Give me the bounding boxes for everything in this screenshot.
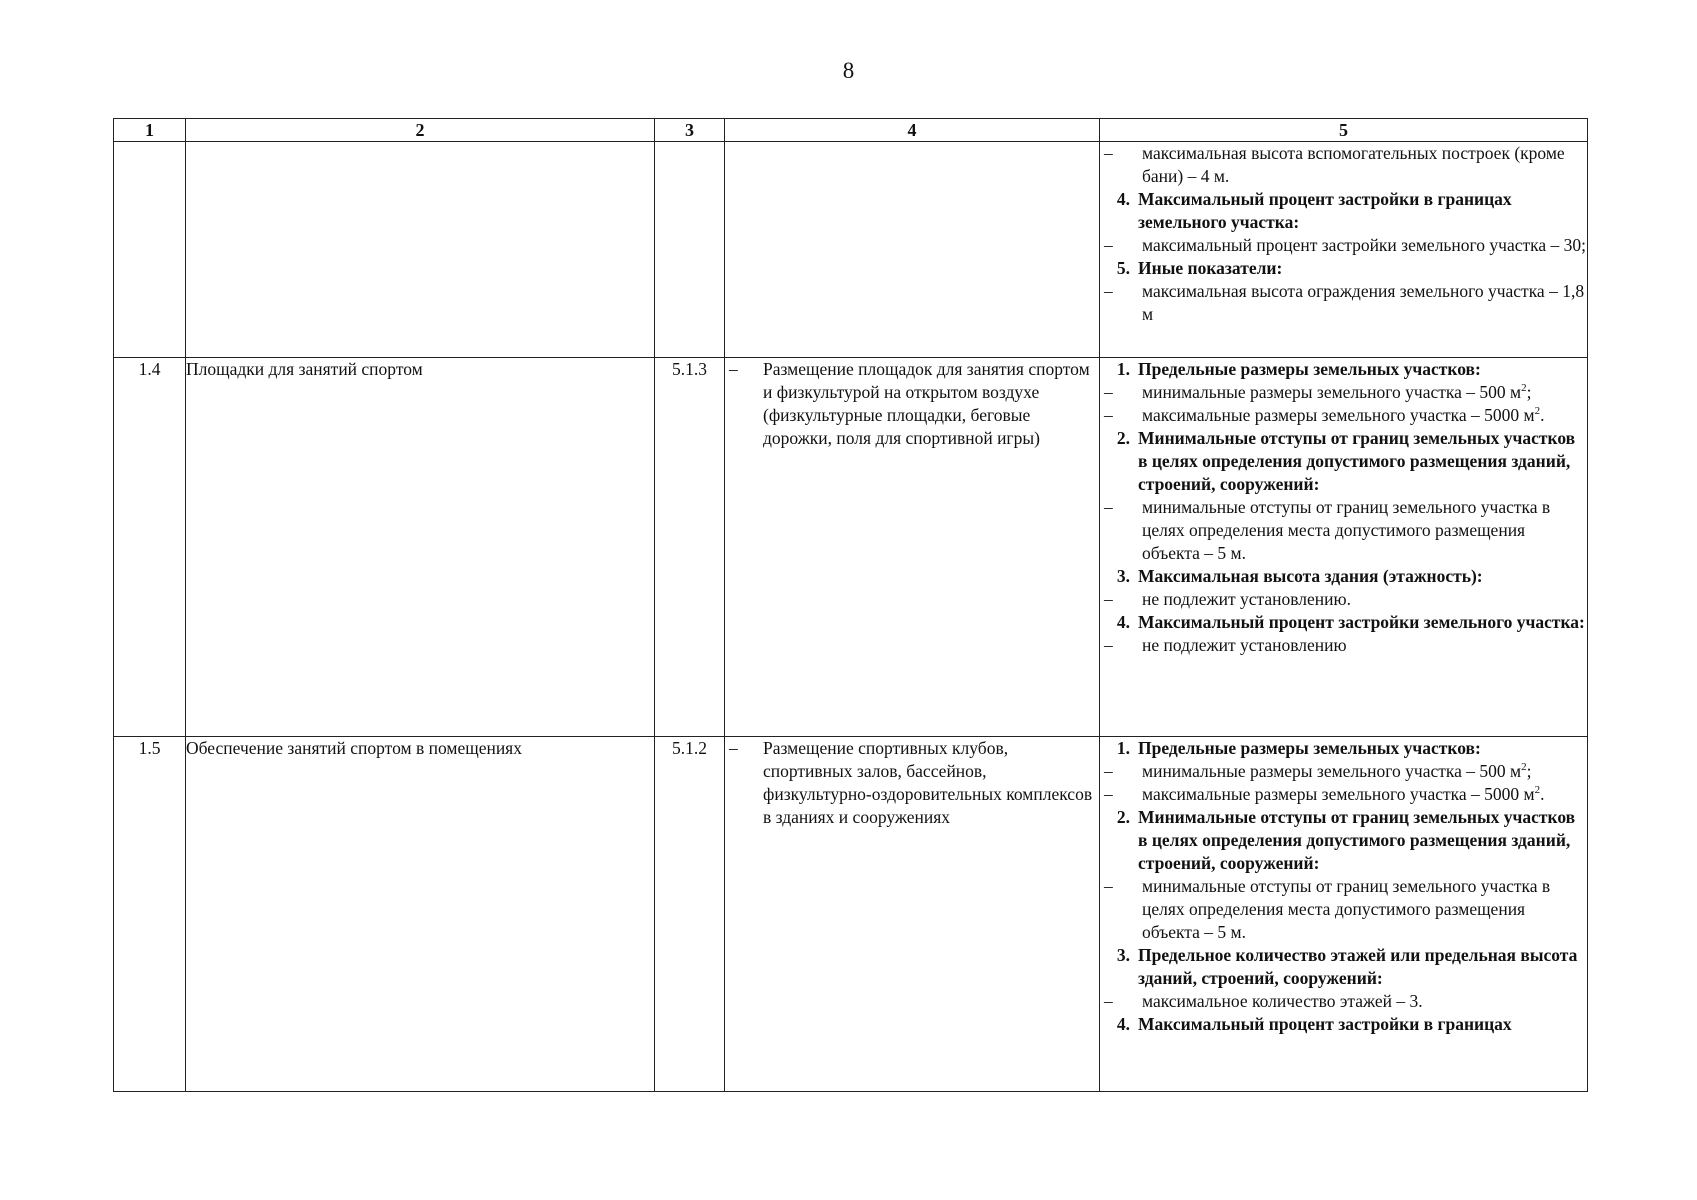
table-row bbox=[114, 358, 1588, 737]
param-item bbox=[1100, 234, 1587, 257]
param-heading bbox=[1100, 806, 1587, 875]
param-item-text: максимальный процент застройки земельного участка – 30; bbox=[1142, 235, 1586, 255]
param-item-text: максимальные размеры земельного участка – 5000 $м^2$. bbox=[1142, 405, 1545, 425]
row-number: 1.4 bbox=[114, 358, 186, 737]
param-item-text: минимальные отступы от границ земельного участка в целях определения места допустимого размещения объекта – 5 м. bbox=[1142, 876, 1551, 942]
param-heading-number: 1. bbox=[1116, 359, 1130, 379]
dash-marker: – bbox=[1104, 235, 1113, 255]
param-heading-text: Максимальный процент застройки в границах bbox=[1138, 1014, 1512, 1034]
column-header: 3 bbox=[655, 119, 725, 142]
param-heading-number: 1. bbox=[1116, 738, 1130, 758]
dash-marker: – bbox=[1104, 405, 1113, 425]
param-heading-number: 3. bbox=[1116, 945, 1130, 965]
param-item bbox=[1100, 783, 1587, 806]
param-heading bbox=[1100, 427, 1587, 496]
param-item bbox=[1100, 496, 1587, 565]
cell-name-empty bbox=[186, 142, 655, 358]
param-item-text: минимальные размеры земельного участка – 500 $м^2$; bbox=[1142, 761, 1532, 781]
description-text: Размещение площадок для занятия спортом и физкультурой на открытом воздухе (физкультурные площадки, беговые дорожки, поля для спортивной игры) bbox=[763, 359, 1090, 448]
param-heading-text: Предельные размеры земельных участков: bbox=[1138, 359, 1481, 379]
dash-marker: – bbox=[1104, 589, 1113, 609]
cell-num-empty bbox=[114, 142, 186, 358]
param-item bbox=[1100, 280, 1587, 326]
param-item bbox=[1100, 760, 1587, 783]
dash-marker: – bbox=[1104, 761, 1113, 781]
zoning-table bbox=[113, 118, 1588, 1092]
param-heading-number: 5. bbox=[1116, 258, 1130, 278]
param-heading bbox=[1100, 565, 1587, 588]
param-heading-text: Минимальные отступы от границ земельных участков в целях определения допустимого размещения зданий, строений, сооружений: bbox=[1138, 428, 1576, 494]
description-line bbox=[725, 737, 1099, 829]
dash-marker: – bbox=[1104, 497, 1113, 517]
param-heading-number: 2. bbox=[1116, 807, 1130, 827]
param-heading-text: Максимальная высота здания (этажность): bbox=[1138, 566, 1483, 586]
param-heading-text: Предельное количество этажей или предельная высота зданий, строений, сооружений: bbox=[1138, 945, 1578, 988]
param-heading-text: Иные показатели: bbox=[1138, 258, 1283, 278]
column-header: 4 bbox=[725, 119, 1100, 142]
dash-marker: – bbox=[1104, 991, 1113, 1011]
param-heading-number: 3. bbox=[1116, 566, 1130, 586]
use-code: 5.1.3 bbox=[655, 358, 725, 737]
param-heading-text: Минимальные отступы от границ земельных участков в целях определения допустимого размещения зданий, строений, сооружений: bbox=[1138, 807, 1576, 873]
use-code: 5.1.2 bbox=[655, 737, 725, 1092]
param-item-text: не подлежит установлению. bbox=[1142, 589, 1351, 609]
dash-marker: – bbox=[1104, 382, 1113, 402]
table-row bbox=[114, 737, 1588, 1092]
use-name: Площадки для занятий спортом bbox=[186, 358, 655, 737]
param-item bbox=[1100, 404, 1587, 427]
param-heading-number: 4. bbox=[1116, 1014, 1130, 1034]
dash-marker: – bbox=[729, 738, 738, 758]
param-item bbox=[1100, 634, 1587, 657]
param-heading-text: Максимальный процент застройки земельного участка: bbox=[1138, 612, 1585, 632]
param-heading-text: Максимальный процент застройки в границах земельного участка: bbox=[1138, 189, 1512, 232]
column-header: 5 bbox=[1100, 119, 1588, 142]
param-heading bbox=[1100, 358, 1587, 381]
param-item-text: максимальная высота вспомогательных построек (кроме бани) – 4 м. bbox=[1142, 143, 1565, 186]
param-item-text: максимальная высота ограждения земельного участка – 1,8 м bbox=[1142, 281, 1585, 324]
param-item bbox=[1100, 875, 1587, 944]
cell-code-empty bbox=[655, 142, 725, 358]
use-name: Обеспечение занятий спортом в помещениях bbox=[186, 737, 655, 1092]
superscript: 2 bbox=[1534, 405, 1541, 418]
param-item bbox=[1100, 990, 1587, 1013]
use-description bbox=[725, 737, 1100, 1092]
use-description bbox=[725, 358, 1100, 737]
dash-marker: – bbox=[1104, 635, 1113, 655]
param-heading bbox=[1100, 944, 1587, 990]
superscript: 2 bbox=[1521, 382, 1527, 395]
param-item-text: максимальные размеры земельного участка – 5000 $м^2$. bbox=[1142, 784, 1545, 804]
dash-marker: – bbox=[1104, 281, 1113, 301]
row-number: 1.5 bbox=[114, 737, 186, 1092]
table-row-continuation bbox=[114, 142, 1588, 358]
description-text: Размещение спортивных клубов, спортивных залов, бассейнов, физкультурно-оздоровительных комплексов в зданиях и сооружениях bbox=[763, 738, 1093, 827]
param-item bbox=[1100, 381, 1587, 404]
dash-marker: – bbox=[729, 359, 738, 379]
param-heading bbox=[1100, 737, 1587, 760]
param-item bbox=[1100, 588, 1587, 611]
cell-params bbox=[1100, 358, 1588, 737]
param-heading-text: Предельные размеры земельных участков: bbox=[1138, 738, 1481, 758]
page-number: 8 bbox=[842, 58, 855, 83]
description-line bbox=[725, 358, 1099, 450]
table-header-row bbox=[114, 119, 1588, 142]
cell-params bbox=[1100, 142, 1588, 358]
param-heading-number: 2. bbox=[1116, 428, 1130, 448]
cell-params bbox=[1100, 737, 1588, 1092]
param-heading bbox=[1100, 611, 1587, 634]
param-item-text: минимальные отступы от границ земельного участка в целях определения места допустимого размещения объекта – 5 м. bbox=[1142, 497, 1551, 563]
param-heading bbox=[1100, 257, 1587, 280]
superscript: 2 bbox=[1521, 761, 1527, 774]
param-heading bbox=[1100, 1013, 1587, 1036]
param-item-text: максимальное количество этажей – 3. bbox=[1142, 991, 1423, 1011]
superscript: 2 bbox=[1534, 784, 1541, 797]
param-heading-number: 4. bbox=[1116, 612, 1130, 632]
dash-marker: – bbox=[1104, 876, 1113, 896]
param-item-text: минимальные размеры земельного участка – 500 $м^2$; bbox=[1142, 382, 1532, 402]
cell-desc-empty bbox=[725, 142, 1100, 358]
dash-marker: – bbox=[1104, 143, 1113, 163]
dash-marker: – bbox=[1104, 784, 1113, 804]
column-header: 2 bbox=[186, 119, 655, 142]
column-header: 1 bbox=[114, 119, 186, 142]
param-item bbox=[1100, 142, 1587, 188]
param-heading bbox=[1100, 188, 1587, 234]
param-item-text: не подлежит установлению bbox=[1142, 635, 1347, 655]
param-heading-number: 4. bbox=[1116, 189, 1130, 209]
